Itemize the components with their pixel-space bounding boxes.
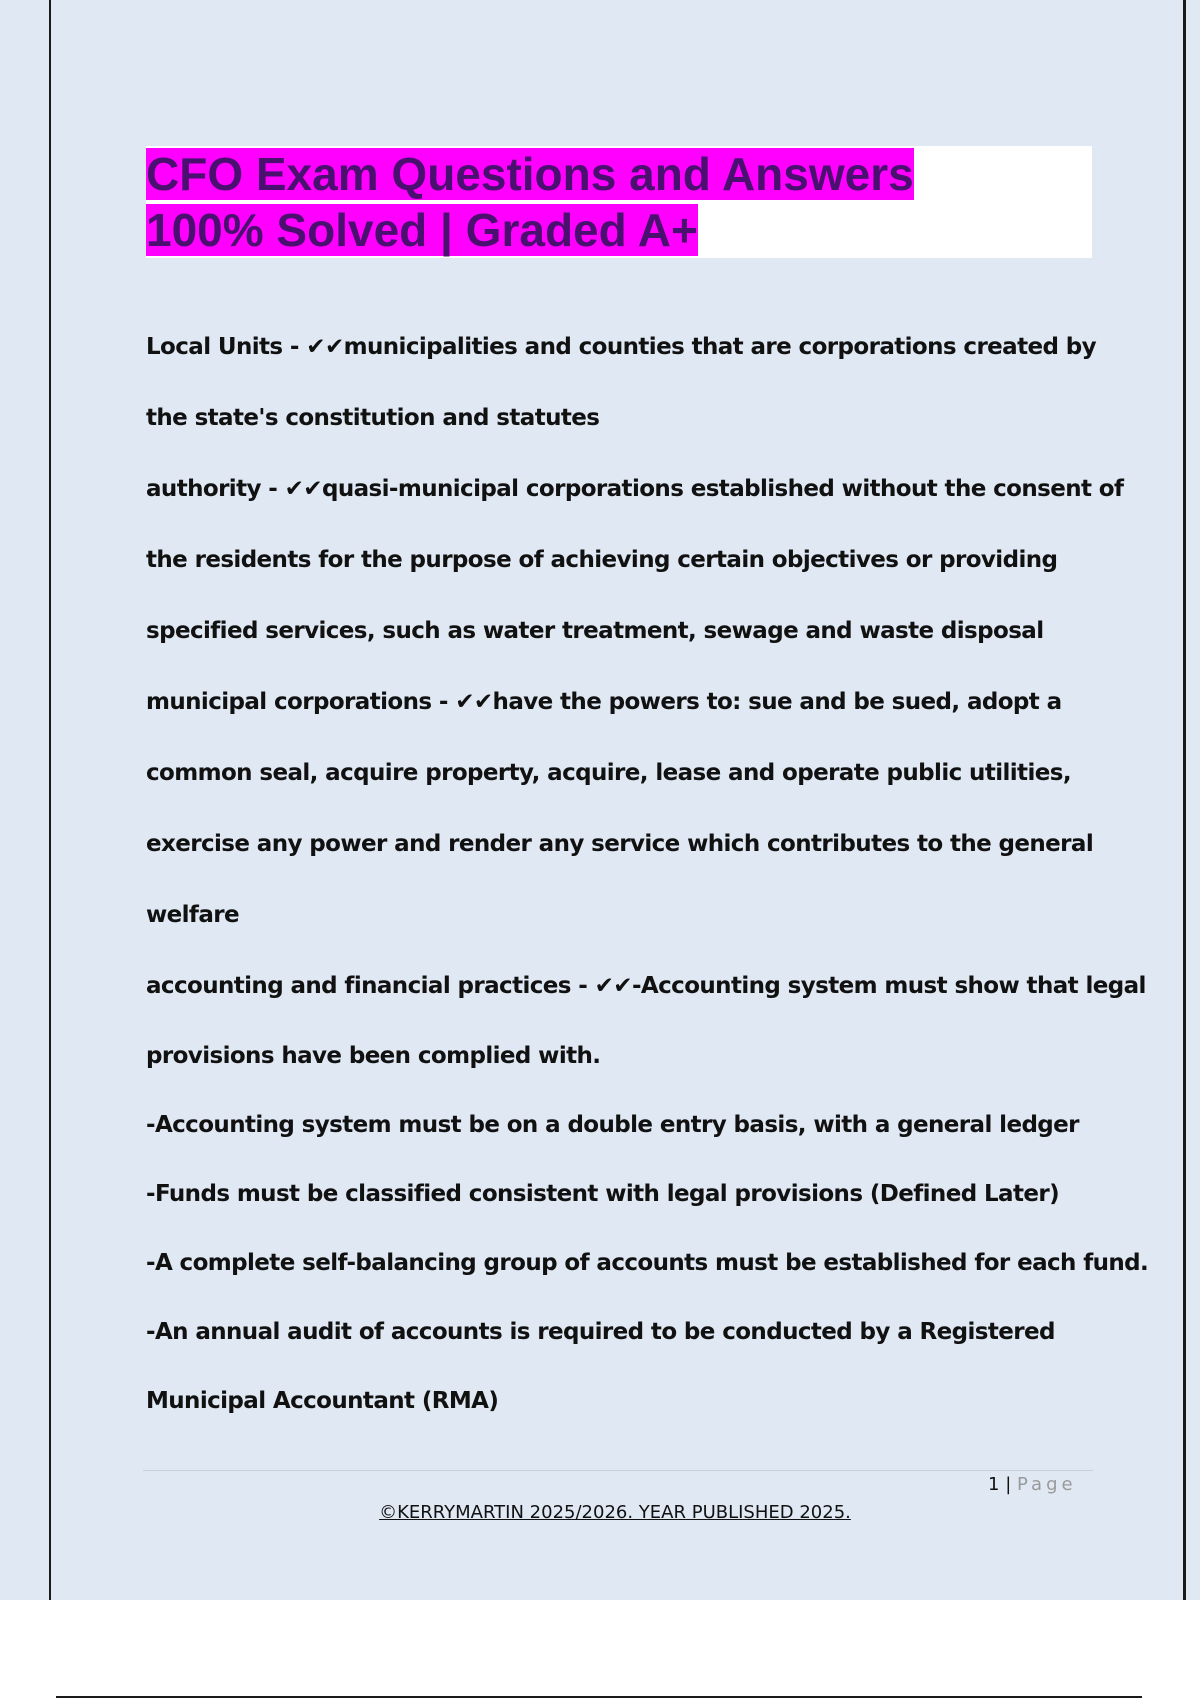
document-body <box>146 312 1149 1436</box>
page-number-separator: | <box>1005 1474 1012 1495</box>
body-line: -A complete self-balancing group of accounts must be established for each fund. <box>146 1250 1149 1276</box>
bottom-divider <box>56 1696 1142 1698</box>
body-line: specified services, such as water treatment, sewage and waste disposal <box>146 618 1044 644</box>
body-line: the state's constitution and statutes <box>146 405 600 431</box>
body-line: welfare <box>146 902 239 928</box>
page-number-value: 1 <box>988 1474 1000 1495</box>
body-line: -Funds must be classified consistent with legal provisions (Defined Later) <box>146 1181 1059 1207</box>
footer-divider <box>143 1470 1093 1471</box>
body-line: provisions have been complied with. <box>146 1043 601 1069</box>
body-line: Local Units - ✔✔municipalities and counties that are corporations created by <box>146 334 1097 360</box>
body-line: -An annual audit of accounts is required to be conducted by a Registered <box>146 1319 1055 1345</box>
body-line: Municipal Accountant (RMA) <box>146 1388 499 1414</box>
body-line: exercise any power and render any service which contributes to the general <box>146 831 1094 857</box>
page-border-right <box>1183 0 1186 1600</box>
body-line: accounting and financial practices - ✔✔-Accounting system must show that legal <box>146 973 1146 999</box>
title-line-2: 100% Solved | Graded A+ <box>146 204 698 256</box>
body-line: authority - ✔✔quasi-municipal corporations established without the consent of <box>146 476 1124 502</box>
page-number <box>988 1474 1077 1495</box>
body-line: municipal corporations - ✔✔have the powers to: sue and be sued, adopt a <box>146 689 1062 715</box>
body-line: the residents for the purpose of achieving certain objectives or providing <box>146 547 1058 573</box>
title-line-1: CFO Exam Questions and Answers <box>146 148 914 200</box>
body-line: common seal, acquire property, acquire, lease and operate public utilities, <box>146 760 1071 786</box>
document-title <box>146 146 1092 258</box>
page-border-left <box>49 0 51 1600</box>
copyright-notice: ©KERRYMARTIN 2025/2026. YEAR PUBLISHED 2025. <box>379 1502 851 1523</box>
page-label: Page <box>1017 1474 1077 1495</box>
body-line: -Accounting system must be on a double entry basis, with a general ledger <box>146 1112 1079 1138</box>
